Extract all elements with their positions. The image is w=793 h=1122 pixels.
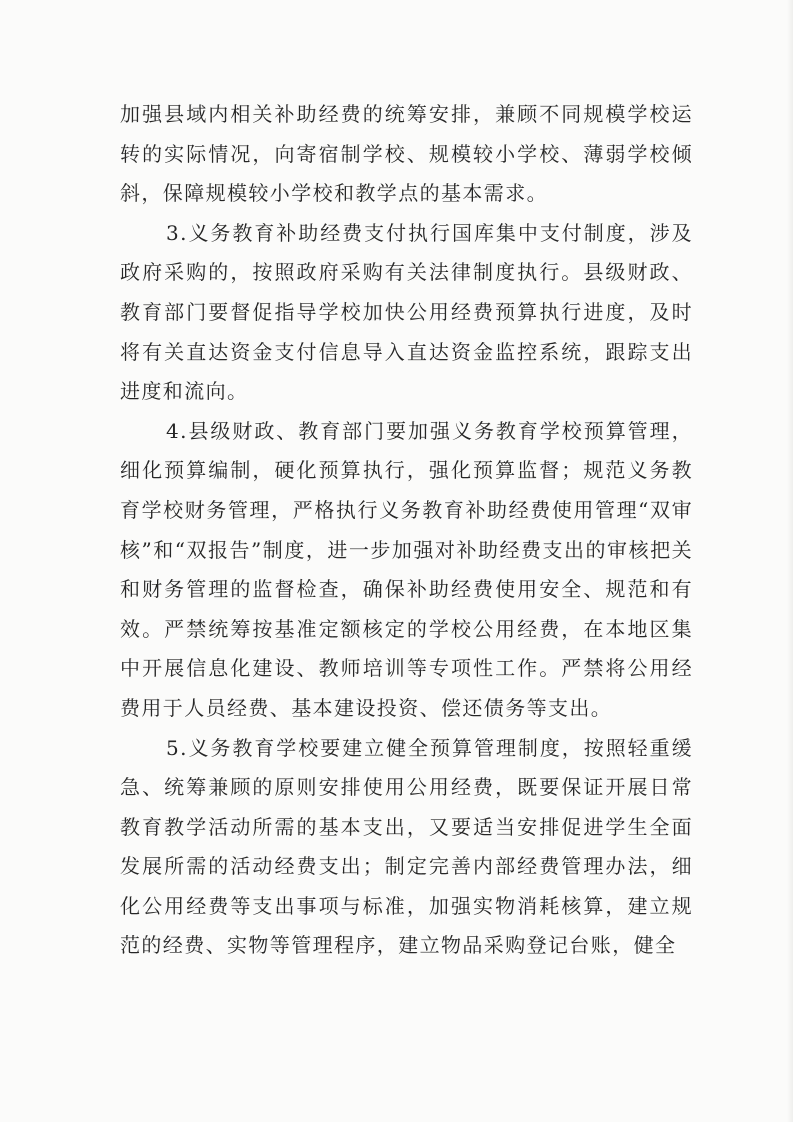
paragraph-continuation: 加强县域内相关补助经费的统筹安排，兼顾不同规模学校运转的实际情况，向寄宿制学校、规模较小学校、薄弱学校倾斜，保障规模较小学校和教学点的基本需求。 (120, 102, 693, 206)
scan-edge-shadow (787, 0, 793, 1122)
paragraph-item-4: 4.县级财政、教育部门要加强义务教育学校预算管理，细化预算编制，硬化预算执行，强化预算监督；规范义务教育学校财务管理，严格执行义务教育补助经费使用管理“双审核”和“双报告”制度，进一步加强对补助经费支出的审核把关和财务管理的监督检查，确保补助经费使用安全、规范和有效。严禁统筹按基准定额核定的学校公用经费，在本地区集中开展信息化建设、教师培训等专项性工作。严禁将公用经费用于人员经费、基本建设投资、偿还债务等支出。 (120, 418, 693, 720)
paragraph-item-3: 3.义务教育补助经费支付执行国库集中支付制度，涉及政府采购的，按照政府采购有关法律制度执行。县级财政、教育部门要督促指导学校加快公用经费预算执行进度，及时将有关直达资金支付信息导入直达资金监控系统，跟踪支出进度和流向。 (120, 220, 693, 404)
paragraph-item-5: 5.义务教育学校要建立健全预算管理制度，按照轻重缓急、统筹兼顾的原则安排使用公用经费，既要保证开展日常教育教学活动所需的基本支出，又要适当安排促进学生全面发展所需的活动经费支出；制定完善内部经费管理办法，细化公用经费等支出事项与标准，加强实物消耗核算，建立规范的经费、实物等管理程序，建立物品采购登记台账，健全 (120, 735, 693, 958)
